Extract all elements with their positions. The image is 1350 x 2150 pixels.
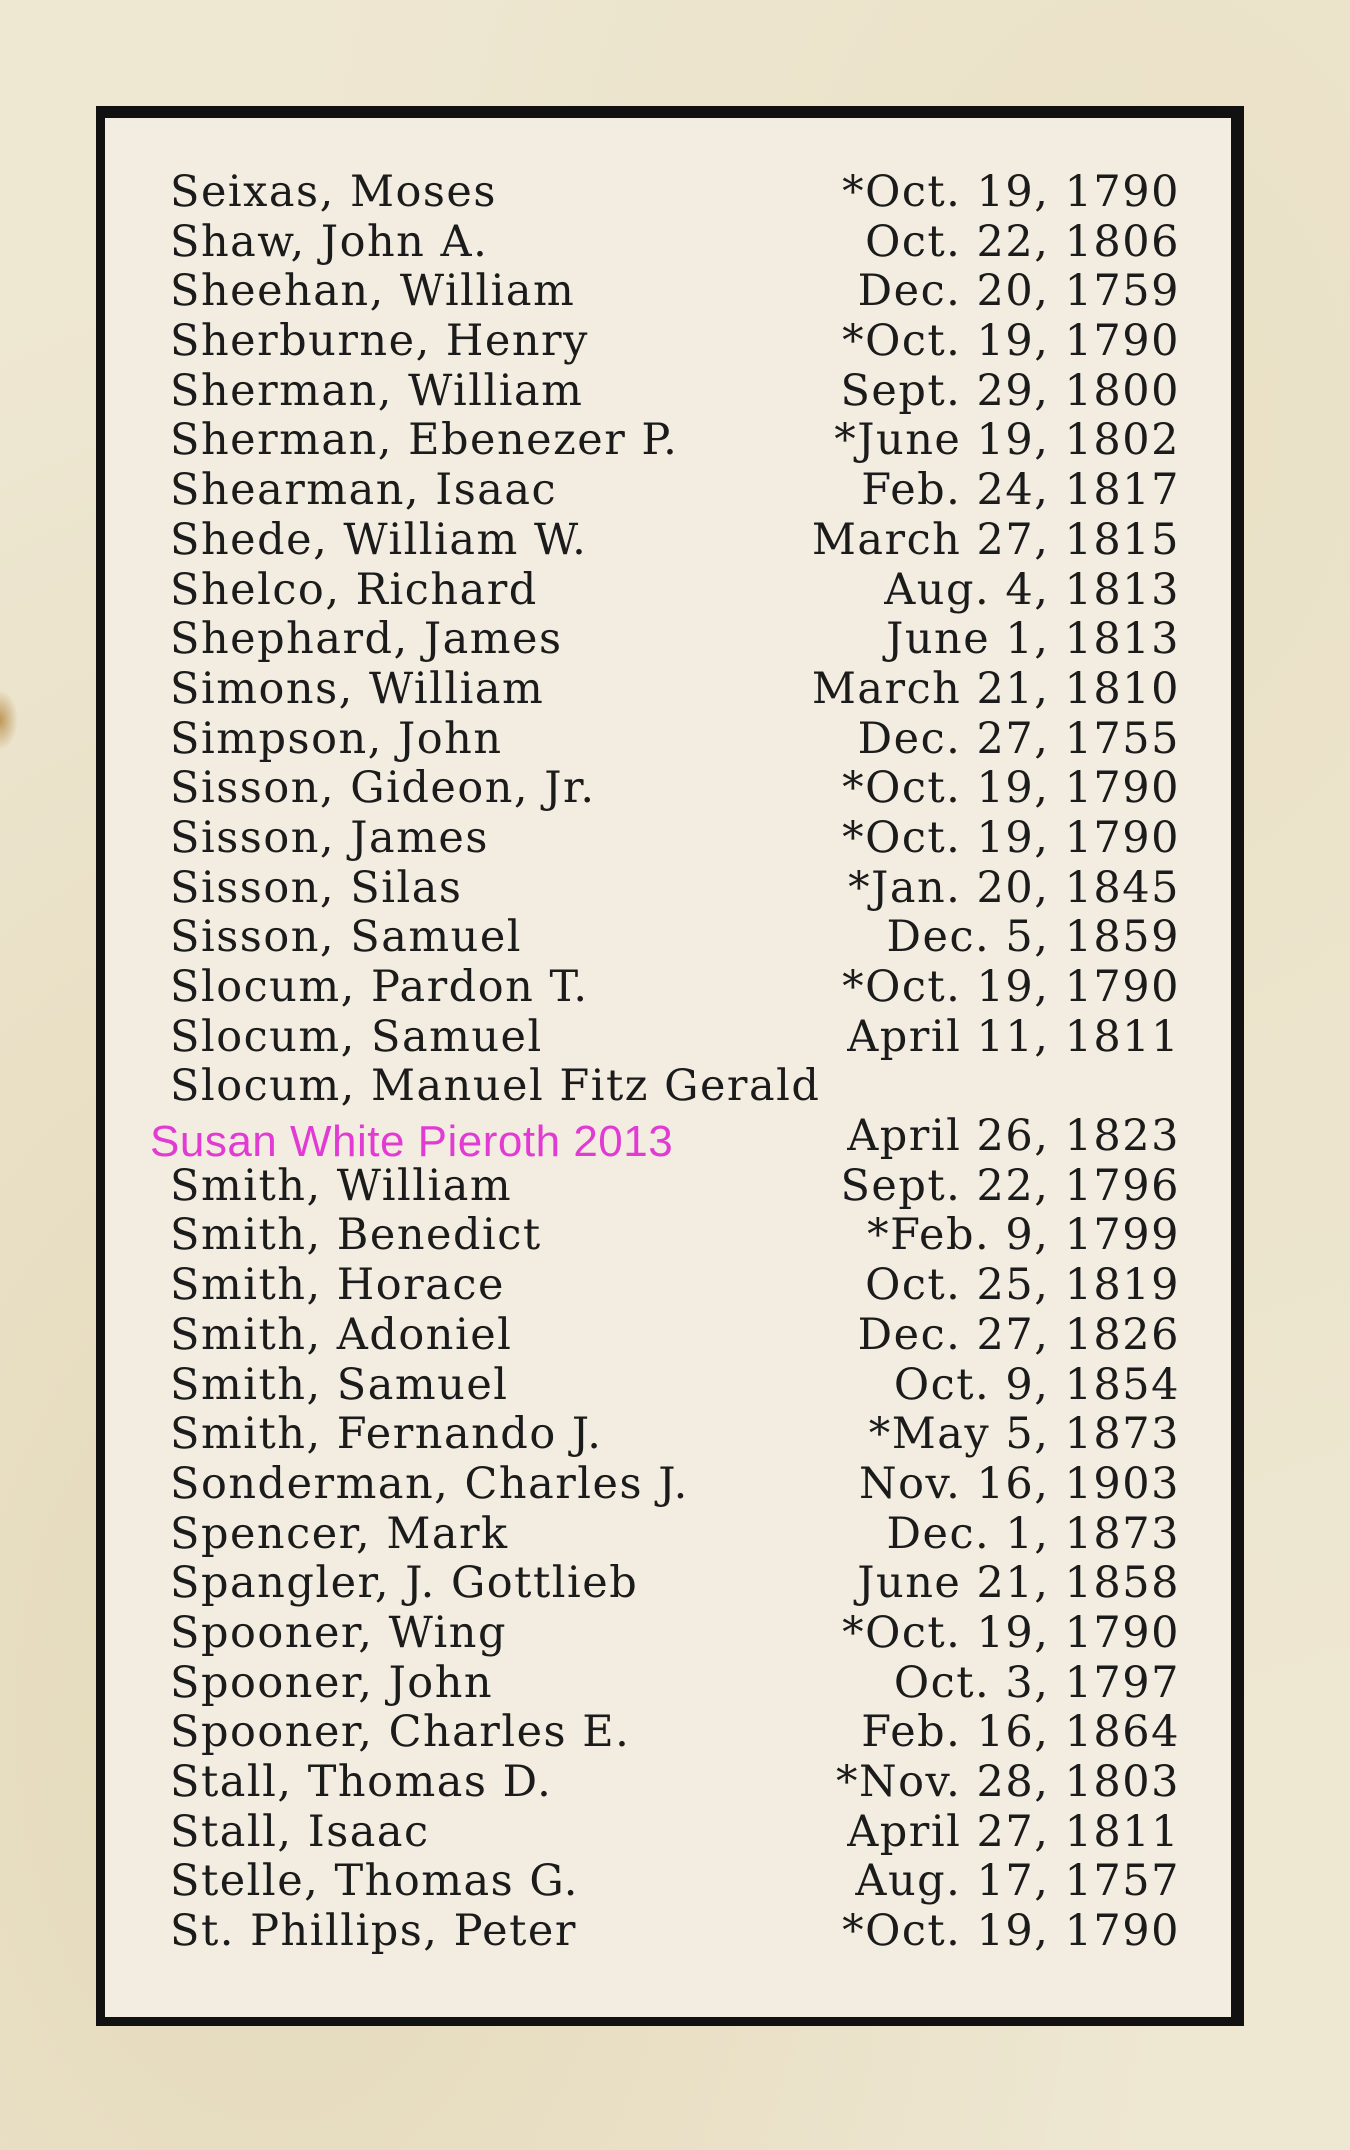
- entry-name: Slocum, Samuel: [170, 1011, 543, 1062]
- list-item: [170, 1659, 1180, 1709]
- entry-date: Feb. 16, 1864: [861, 1707, 1180, 1758]
- entry-date: Oct. 3, 1797: [893, 1657, 1180, 1708]
- entry-name: Shearman, Isaac: [170, 465, 558, 516]
- list-item: [170, 1510, 1180, 1560]
- entry-date: Aug. 4, 1813: [884, 564, 1180, 615]
- entry-name: Sherman, Ebenezer P.: [170, 415, 679, 466]
- entry-date: *Oct. 19, 1790: [842, 316, 1180, 367]
- entry-name: Shephard, James: [170, 614, 563, 665]
- entry-name: Slocum, Pardon T.: [170, 962, 589, 1012]
- entry-date: Dec. 1, 1873: [886, 1508, 1180, 1559]
- entry-name: Sisson, Silas: [170, 862, 463, 913]
- entry-date: *Oct. 19, 1790: [842, 812, 1180, 863]
- paper-stain: [0, 690, 18, 750]
- entry-date: *Oct. 19, 1790: [842, 167, 1180, 217]
- entry-name: Seixas, Moses: [170, 167, 497, 217]
- list-item: [170, 764, 1180, 814]
- entry-date: Nov. 16, 1903: [858, 1458, 1180, 1509]
- list-item: [170, 1013, 1180, 1063]
- list-item: [170, 1758, 1180, 1808]
- watermark-text: Susan White Pieroth 2013: [150, 1117, 674, 1166]
- list-item: [170, 1460, 1180, 1510]
- entry-name: Spooner, Charles E.: [170, 1707, 631, 1758]
- entry-name: Simpson, John: [170, 713, 503, 764]
- entry-date: *Oct. 19, 1790: [842, 1906, 1180, 1957]
- entry-name: St. Phillips, Peter: [170, 1906, 577, 1957]
- entry-date: *Jan. 20, 1845: [848, 862, 1180, 913]
- entry-name: Spooner, Wing: [170, 1607, 507, 1658]
- list-item: [170, 168, 1180, 218]
- list-item: [170, 566, 1180, 616]
- entry-date: Sept. 22, 1796: [840, 1160, 1180, 1211]
- list-item: [170, 665, 1180, 715]
- list-item: [170, 1708, 1180, 1758]
- entry-name: Shelco, Richard: [170, 564, 538, 615]
- entry-date: *Oct. 19, 1790: [842, 763, 1180, 814]
- list-item: [170, 367, 1180, 417]
- entry-date: June 21, 1858: [857, 1558, 1180, 1609]
- entry-date: Dec. 27, 1826: [857, 1309, 1180, 1360]
- list-item: [170, 218, 1180, 268]
- entry-name: Sherburne, Henry: [170, 316, 589, 367]
- entry-name: Sherman, William: [170, 365, 584, 416]
- entry-name: Stall, Thomas D.: [170, 1757, 553, 1807]
- list-item: [170, 416, 1180, 466]
- entry-date: March 27, 1815: [811, 514, 1180, 565]
- entry-name: Sisson, Gideon, Jr.: [170, 763, 596, 814]
- entry-date: *Nov. 28, 1803: [835, 1757, 1180, 1807]
- entry-date: April 11, 1811: [847, 1011, 1180, 1062]
- list-item: [170, 864, 1180, 914]
- entry-date: Oct. 22, 1806: [865, 216, 1180, 267]
- list-item: [170, 963, 1180, 1013]
- entry-date: *Feb. 9, 1799: [867, 1210, 1180, 1261]
- entry-name: Spooner, John: [170, 1657, 494, 1708]
- entry-name: Smith, Samuel: [170, 1359, 509, 1410]
- entry-date: *Oct. 19, 1790: [842, 1607, 1180, 1658]
- list-item: [170, 1261, 1180, 1311]
- entry-name: Sonderman, Charles J.: [170, 1458, 689, 1509]
- list-item: [170, 516, 1180, 566]
- entry-name: Smith, William: [170, 1160, 513, 1211]
- entry-date: June 1, 1813: [886, 614, 1180, 665]
- entry-date: April 26, 1823: [847, 1111, 1180, 1162]
- list-item: [170, 1907, 1180, 1957]
- entry-name: Slocum, Manuel Fitz Gerald: [170, 1061, 821, 1112]
- entry-date: *Oct. 19, 1790: [842, 962, 1180, 1012]
- entry-name: Smith, Benedict: [170, 1210, 542, 1261]
- entry-name: Smith, Horace: [170, 1260, 505, 1311]
- entry-name: Spencer, Mark: [170, 1508, 509, 1559]
- entry-date: Dec. 20, 1759: [857, 266, 1180, 317]
- entry-name: Sisson, Samuel: [170, 912, 523, 963]
- list-item: [170, 1361, 1180, 1411]
- list-item: [170, 1162, 1180, 1212]
- entry-date: Oct. 9, 1854: [893, 1359, 1180, 1410]
- entry-date: Oct. 25, 1819: [865, 1260, 1180, 1311]
- entry-date: *May 5, 1873: [868, 1409, 1180, 1460]
- entry-name: Shaw, John A.: [170, 216, 489, 267]
- entry-name: Smith, Fernando J.: [170, 1409, 603, 1460]
- list-item: [170, 1311, 1180, 1361]
- entry-name: Simons, William: [170, 663, 545, 714]
- list-item: [170, 1808, 1180, 1858]
- list-item: [170, 317, 1180, 367]
- list-item: [170, 1857, 1180, 1907]
- entry-date: Dec. 27, 1755: [857, 713, 1180, 764]
- entry-name: Sheehan, William: [170, 266, 576, 317]
- list-item: [170, 1559, 1180, 1609]
- name-date-list: [170, 168, 1180, 1957]
- entry-name: Sisson, James: [170, 812, 489, 863]
- list-item: [170, 1609, 1180, 1659]
- list-item: [170, 715, 1180, 765]
- entry-name: Shede, William W.: [170, 514, 588, 565]
- entry-date: April 27, 1811: [847, 1806, 1180, 1857]
- entry-date: *June 19, 1802: [834, 415, 1180, 466]
- entry-date: Aug. 17, 1757: [855, 1856, 1180, 1907]
- entry-name: Smith, Adoniel: [170, 1309, 513, 1360]
- entry-name: Stelle, Thomas G.: [170, 1856, 579, 1907]
- list-item: [170, 267, 1180, 317]
- entry-date: Feb. 24, 1817: [861, 465, 1180, 516]
- entry-name: Stall, Isaac: [170, 1806, 430, 1857]
- list-item: [170, 1062, 1180, 1112]
- entry-name: Spangler, J. Gottlieb: [170, 1558, 639, 1609]
- entry-date: Sept. 29, 1800: [840, 365, 1180, 416]
- entry-date: March 21, 1810: [811, 663, 1180, 714]
- list-item: [170, 615, 1180, 665]
- list-item: [170, 1211, 1180, 1261]
- list-item: [170, 913, 1180, 963]
- list-item: [170, 814, 1180, 864]
- entry-date: Dec. 5, 1859: [886, 912, 1180, 963]
- list-item: [170, 466, 1180, 516]
- list-item: [170, 1410, 1180, 1460]
